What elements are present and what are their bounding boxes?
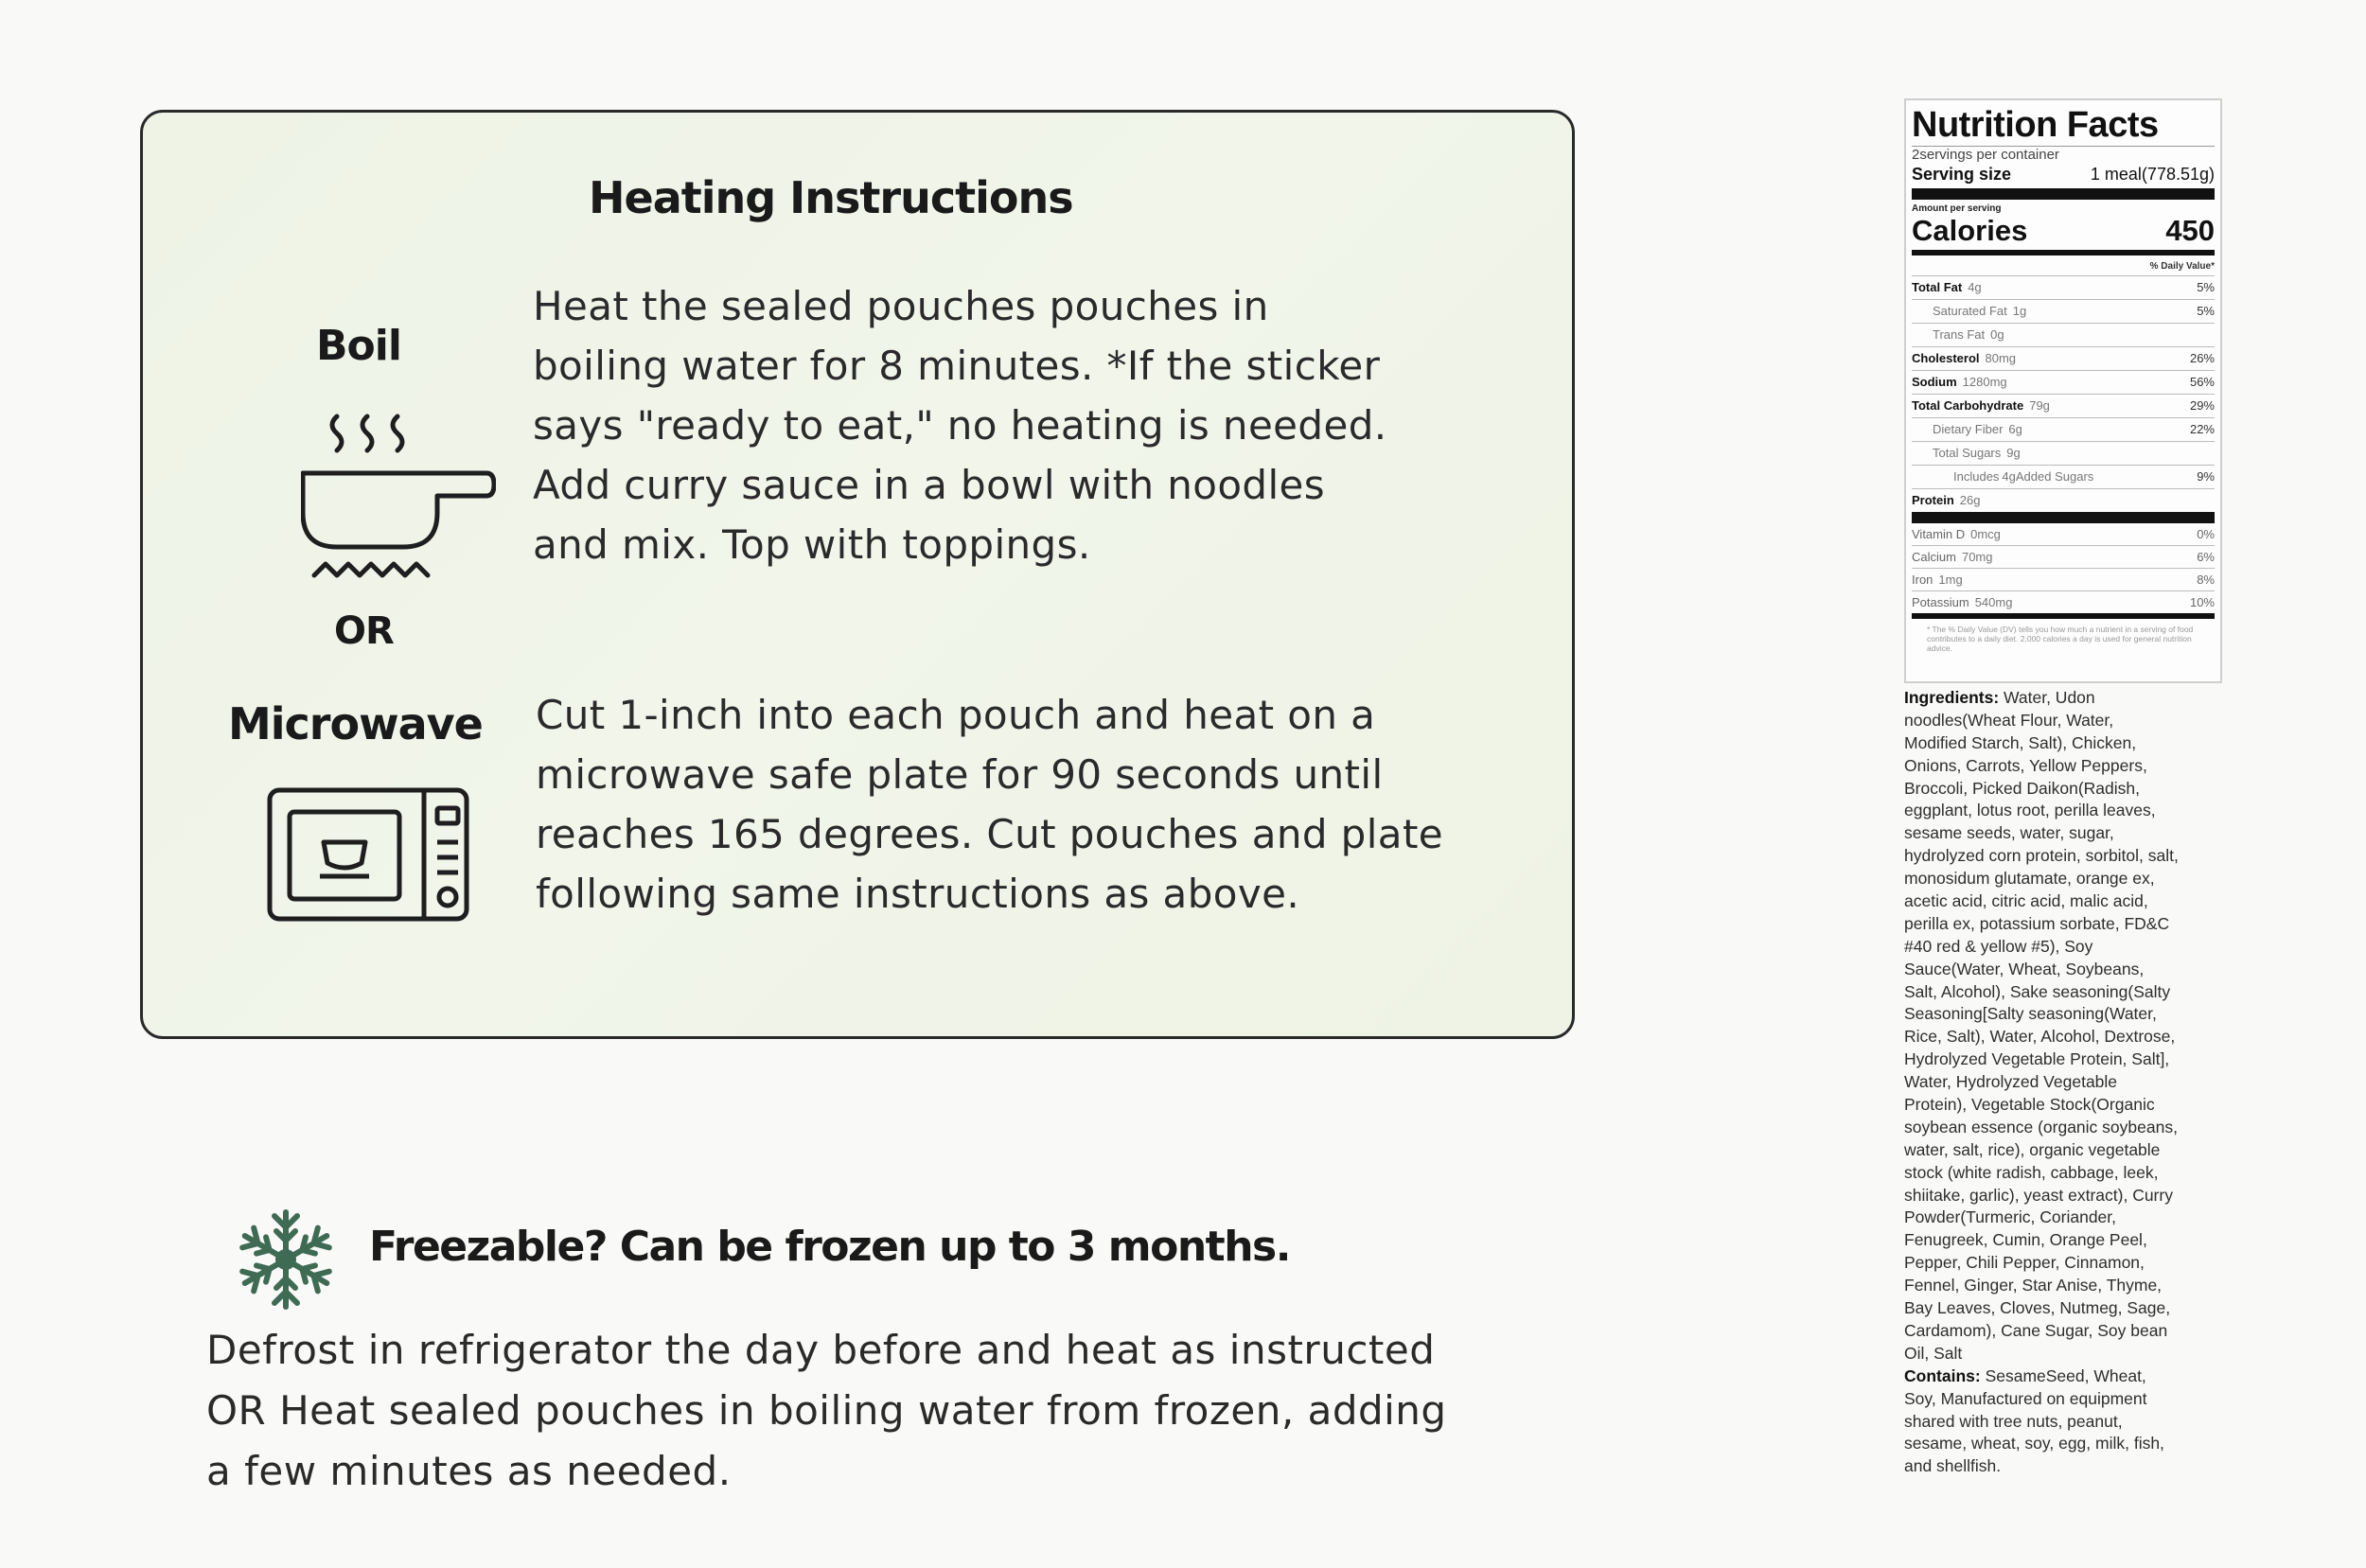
serving-size-row [1912,164,2215,185]
daily-value-footnote: * The % Daily Value (DV) tells you how much a nutrient in a serving of food contributes to a daily diet. 2,000 calories a day is used for general nutrition advice. [1927,625,2194,653]
contains-line: Contains: SesameSeed, Wheat, [1904,1365,2146,1385]
nutrient-row: Dietary Fiber 6g 22% [1912,417,2215,441]
nutrition-facts-label [1904,98,2222,683]
or-label: OR [334,609,394,653]
microwave-instructions [536,685,1443,924]
ingredients-line: Hydrolyzed Vegetable Protein, Salt], [1904,1049,2170,1069]
serving-size-value: 1 meal(778.51g) [2090,165,2215,184]
nutrient-row: Sodium 1280mg 56% [1912,370,2215,394]
microwave-label: Microwave [228,698,483,749]
nutrient-row: Total Sugars 9g [1912,441,2215,465]
freeze-line: Defrost in refrigerator the day before and heat as instructed [206,1327,1436,1373]
contains-label: Contains: [1904,1365,1981,1385]
nutrient-row: Trans Fat 0g [1912,323,2215,346]
ingredients-line: hydrolyzed corn protein, sorbitol, salt, [1904,846,2179,866]
daily-value-header: % Daily Value* [2149,261,2215,272]
freezable-instructions [206,1320,1447,1502]
freeze-line: OR Heat sealed pouches in boiling water from frozen, adding [206,1387,1447,1434]
ingredients-line: perilla ex, potassium sorbate, FD&C [1904,913,2170,933]
ingredients-line: Sauce(Water, Wheat, Soybeans, [1904,959,2145,978]
ingredients-line: Ingredients: Water, Udon [1904,688,2095,707]
freeze-line: a few minutes as needed. [206,1448,732,1494]
ingredients-line: noodles(Wheat Flour, Water, [1904,710,2114,730]
ingredients-line: Protein), Vegetable Stock(Organic [1904,1095,2155,1115]
boil-line: Heat the sealed pouches pouches in [533,283,1269,329]
ingredients-line: Onions, Carrots, Yellow Peppers, [1904,755,2147,775]
serving-size-label: Serving size [1912,165,2012,184]
calories-row [1912,215,2215,247]
ingredients-line: water, salt, rice), organic vegetable [1904,1139,2161,1159]
ingredients-line: acetic acid, citric acid, malic acid, [1904,891,2148,911]
ingredients-label: Ingredients: [1904,688,2000,707]
amount-per-serving: Amount per serving [1912,203,2002,214]
ingredients-line: soybean essence (organic soybeans, [1904,1117,2178,1136]
microwave-icon [267,787,469,922]
vitamin-row: Iron 1mg 8% [1912,568,2215,590]
ingredients-line: monosidum glutamate, orange ex, [1904,869,2155,889]
ingredients-line: Water, Hydrolyzed Vegetable [1904,1072,2118,1092]
nutrient-row: Total Fat 4g 5% [1912,275,2215,299]
boil-instructions [533,276,1387,574]
contains-line: and shellfish. [1904,1456,2002,1476]
calories-label: Calories [1912,214,2028,247]
nutrient-row: Total Carbohydrate 79g 29% [1912,394,2215,417]
microwave-line: reaches 165 degrees. Cut pouches and plate [536,811,1444,857]
ingredients-line: Broccoli, Picked Daikon(Radish, [1904,778,2140,798]
nutrient-row: Protein 26g [1912,488,2215,512]
contains-line: Soy, Manufactured on equipment [1904,1388,2147,1408]
nutrient-row: Cholesterol 80mg 26% [1912,346,2215,370]
microwave-line: Cut 1-inch into each pouch and heat on a [536,692,1376,738]
boil-label: Boil [316,322,401,370]
ingredients-line: Oil, Salt [1904,1343,1963,1363]
freezable-title: Freezable? Can be frozen up to 3 months. [369,1223,1290,1271]
ingredients-line: #40 red & yellow #5), Soy [1904,936,2093,956]
microwave-line: microwave safe plate for 90 seconds until [536,751,1384,798]
contains-line: shared with tree nuts, peanut, [1904,1411,2123,1431]
vitamin-row: Potassium 540mg 10% [1912,590,2215,613]
microwave-line: following same instructions as above. [536,871,1300,917]
ingredients-line: Rice, Salt), Water, Alcohol, Dextrose, [1904,1027,2176,1047]
contains-line: sesame, wheat, soy, egg, milk, fish, [1904,1434,2164,1453]
ingredients-line: sesame seeds, water, sugar, [1904,823,2114,843]
ingredients-line: Fennel, Ginger, Star Anise, Thyme, [1904,1276,2163,1295]
ingredients-line: eggplant, lotus root, perilla leaves, [1904,801,2156,820]
boiling-pot-icon [301,407,496,582]
ingredients-line: Powder(Turmeric, Coriander, [1904,1207,2117,1227]
ingredients-line: Fenugreek, Cumin, Orange Peel, [1904,1230,2147,1250]
ingredients-list [1904,687,2222,1478]
snowflake-icon [231,1207,341,1312]
boil-line: and mix. Top with toppings. [533,521,1091,568]
boil-line: says "ready to eat," no heating is needed. [533,402,1387,449]
nutrition-facts-title: Nutrition Facts [1912,105,2159,145]
ingredients-line: Bay Leaves, Cloves, Nutmeg, Sage, [1904,1298,2171,1318]
nutrient-row: Saturated Fat 1g 5% [1912,299,2215,323]
calories-value: 450 [2165,214,2215,247]
nutrient-row: Includes 4gAdded Sugars 9% [1912,465,2215,488]
ingredients-line: Modified Starch, Salt), Chicken, [1904,732,2137,752]
servings-per-container: 2servings per container [1912,147,2059,163]
ingredients-line: Pepper, Chili Pepper, Cinnamon, [1904,1253,2145,1273]
ingredients-line: Cardamom), Cane Sugar, Soy bean [1904,1320,2168,1340]
ingredients-line: shiitake, garlic), yeast extract), Curry [1904,1185,2173,1205]
vitamin-row: Vitamin D 0mcg 0% [1912,527,2215,541]
ingredients-line: Seasoning[Salty seasoning(Water, [1904,1004,2157,1024]
ingredients-line: stock (white radish, cabbage, leek, [1904,1162,2159,1182]
heating-instructions-title: Heating Instructions [589,172,1073,223]
boil-line: Add curry sauce in a bowl with noodles [533,462,1326,508]
vitamin-row: Calcium 70mg 6% [1912,545,2215,568]
ingredients-line: Salt, Alcohol), Sake seasoning(Salty [1904,981,2171,1001]
boil-line: boiling water for 8 minutes. *If the sticker [533,343,1381,389]
